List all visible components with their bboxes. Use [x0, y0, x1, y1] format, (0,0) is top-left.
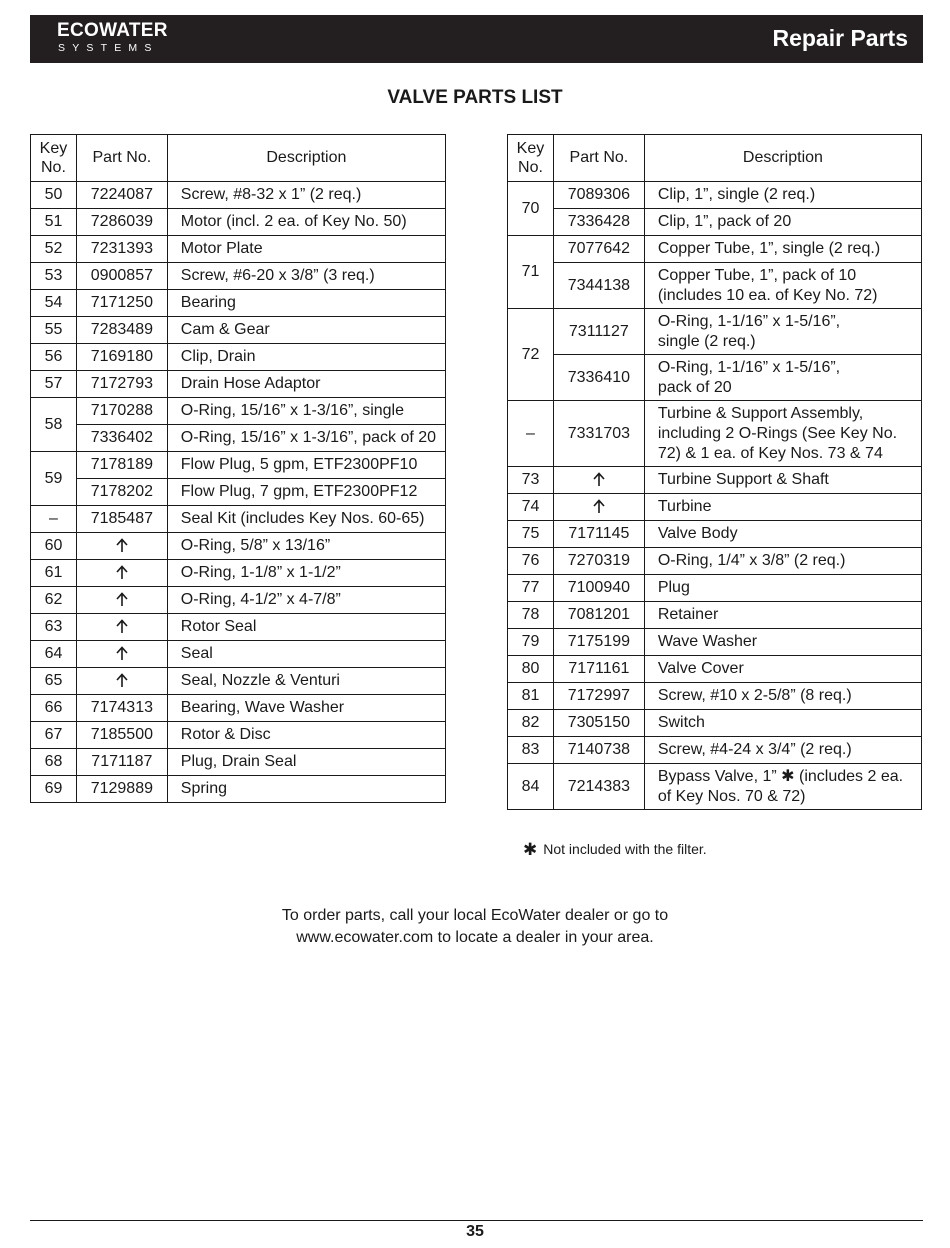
part-cell: 7283489	[76, 317, 167, 344]
key-cell: 79	[508, 629, 554, 656]
part-cell	[553, 467, 644, 494]
part-cell: 7178189	[76, 452, 167, 479]
key-cell: 82	[508, 710, 554, 737]
part-cell: 7171187	[76, 749, 167, 776]
description-cell: Spring	[167, 776, 445, 803]
key-header-label: Key No.	[516, 139, 545, 176]
table-row	[508, 764, 922, 810]
table-row	[31, 398, 446, 425]
description-cell	[644, 401, 921, 467]
part-cell: 7169180	[76, 344, 167, 371]
description-cell: Screw, #10 x 2-5/8” (8 req.)	[644, 683, 921, 710]
key-cell: 62	[31, 587, 77, 614]
order-note	[0, 905, 950, 949]
key-cell: 77	[508, 575, 554, 602]
description-cell: Turbine Support & Shaft	[644, 467, 921, 494]
key-column-header	[31, 135, 77, 182]
part-cell	[76, 533, 167, 560]
description-cell: Flow Plug, 5 gpm, ETF2300PF10	[167, 452, 445, 479]
part-cell: 7231393	[76, 236, 167, 263]
table-row	[31, 263, 446, 290]
description-cell: Switch	[644, 710, 921, 737]
part-cell: 7140738	[553, 737, 644, 764]
description-cell: Plug, Drain Seal	[167, 749, 445, 776]
footer-divider	[30, 1220, 923, 1221]
key-cell: 50	[31, 182, 77, 209]
part-cell: 7214383	[553, 764, 644, 810]
key-cell: 58	[31, 398, 77, 452]
up-arrow-icon	[116, 565, 128, 580]
key-cell: 64	[31, 641, 77, 668]
description-column-header: Description	[167, 135, 445, 182]
part-cell: 7081201	[553, 602, 644, 629]
table-row	[508, 575, 922, 602]
description-cell: Retainer	[644, 602, 921, 629]
parts-table-right	[507, 134, 922, 810]
table-row	[508, 263, 922, 309]
key-cell: 51	[31, 209, 77, 236]
key-cell: 53	[31, 263, 77, 290]
table-row	[31, 722, 446, 749]
part-cell	[76, 614, 167, 641]
part-cell: 7336410	[553, 355, 644, 401]
description-text: Bypass Valve, 1”	[657, 767, 777, 785]
key-cell: 67	[31, 722, 77, 749]
description-line	[658, 767, 921, 787]
up-arrow-icon	[593, 472, 605, 487]
key-cell: 56	[31, 344, 77, 371]
table-row	[508, 236, 922, 263]
description-cell: Bearing	[167, 290, 445, 317]
table-row	[508, 521, 922, 548]
description-line: pack of 20	[657, 378, 732, 396]
up-arrow-icon	[116, 538, 128, 553]
part-cell: 7171250	[76, 290, 167, 317]
description-line: Turbine & Support Assembly,	[657, 404, 864, 422]
key-cell: 81	[508, 683, 554, 710]
description-cell: Motor (incl. 2 ea. of Key No. 50)	[167, 209, 445, 236]
description-cell: Rotor & Disc	[167, 722, 445, 749]
key-cell: 78	[508, 602, 554, 629]
description-cell: Cam & Gear	[167, 317, 445, 344]
part-cell: 0900857	[76, 263, 167, 290]
table-row	[31, 371, 446, 398]
description-cell: Valve Cover	[644, 656, 921, 683]
ecowater-logo	[57, 20, 168, 54]
description-line: O-Ring, 1-1/16” x 1-5/16”,	[657, 312, 841, 330]
description-cell: Bearing, Wave Washer	[167, 695, 445, 722]
key-cell: 73	[508, 467, 554, 494]
description-cell: Clip, Drain	[167, 344, 445, 371]
key-header-label: Key No.	[39, 139, 68, 176]
part-cell	[76, 560, 167, 587]
key-cell: –	[508, 401, 554, 467]
table-row	[31, 641, 446, 668]
table-row	[508, 629, 922, 656]
table-row	[31, 317, 446, 344]
parts-table-left	[30, 134, 446, 803]
description-cell: Copper Tube, 1”, single (2 req.)	[644, 236, 921, 263]
section-title: Repair Parts	[772, 25, 908, 51]
description-cell: Drain Hose Adaptor	[167, 371, 445, 398]
table-row	[508, 309, 922, 355]
part-cell: 7178202	[76, 479, 167, 506]
part-cell: 7270319	[553, 548, 644, 575]
description-cell: Turbine	[644, 494, 921, 521]
key-cell: 55	[31, 317, 77, 344]
table-header-row	[508, 135, 922, 182]
star-icon: ✱	[781, 767, 795, 785]
part-cell	[76, 587, 167, 614]
table-header-row	[31, 135, 446, 182]
key-cell: 61	[31, 560, 77, 587]
description-line: of Key Nos. 70 & 72)	[657, 787, 806, 805]
part-cell: 7077642	[553, 236, 644, 263]
table-row	[31, 587, 446, 614]
part-cell: 7224087	[76, 182, 167, 209]
key-column-header	[508, 135, 554, 182]
key-cell: 54	[31, 290, 77, 317]
description-cell	[644, 355, 921, 401]
key-cell: 60	[31, 533, 77, 560]
part-cell: 7172793	[76, 371, 167, 398]
table-row	[31, 182, 446, 209]
table-row	[31, 695, 446, 722]
key-cell: –	[31, 506, 77, 533]
table-row	[508, 209, 922, 236]
table-row	[508, 548, 922, 575]
description-cell: Seal	[167, 641, 445, 668]
description-cell: Screw, #6-20 x 3/8” (3 req.)	[167, 263, 445, 290]
page-title: VALVE PARTS LIST	[387, 87, 563, 108]
description-cell: Plug	[644, 575, 921, 602]
description-cell: O-Ring, 4-1/2” x 4-7/8”	[167, 587, 445, 614]
part-cell: 7129889	[76, 776, 167, 803]
table-row	[508, 467, 922, 494]
table-row	[508, 401, 922, 467]
description-column-header: Description	[644, 135, 921, 182]
table-row	[508, 494, 922, 521]
part-column-header: Part No.	[76, 135, 167, 182]
key-cell: 70	[508, 182, 554, 236]
table-row	[31, 290, 446, 317]
key-cell: 84	[508, 764, 554, 810]
table-row	[31, 776, 446, 803]
up-arrow-icon	[116, 619, 128, 634]
description-cell: Rotor Seal	[167, 614, 445, 641]
part-cell: 7172997	[553, 683, 644, 710]
key-cell: 74	[508, 494, 554, 521]
key-cell: 71	[508, 236, 554, 309]
description-cell	[644, 764, 921, 810]
key-cell: 83	[508, 737, 554, 764]
page-number: 35	[466, 1223, 484, 1240]
part-cell	[76, 641, 167, 668]
part-cell: 7344138	[553, 263, 644, 309]
description-line: 72) & 1 ea. of Key Nos. 73 & 74	[657, 444, 883, 462]
description-cell: O-Ring, 1/4” x 3/8” (2 req.)	[644, 548, 921, 575]
table-row	[31, 209, 446, 236]
key-cell: 76	[508, 548, 554, 575]
table-row	[31, 452, 446, 479]
description-cell: Seal Kit (includes Key Nos. 60-65)	[167, 506, 445, 533]
star-icon: ✱	[523, 840, 538, 859]
table-row	[508, 182, 922, 209]
logo-subtitle: SYSTEMS	[58, 42, 159, 54]
description-cell: Seal, Nozzle & Venturi	[167, 668, 445, 695]
part-cell: 7286039	[76, 209, 167, 236]
description-cell	[644, 263, 921, 309]
table-row	[508, 602, 922, 629]
description-cell: Wave Washer	[644, 629, 921, 656]
description-cell: O-Ring, 5/8” x 13/16”	[167, 533, 445, 560]
part-cell: 7170288	[76, 398, 167, 425]
table-row	[31, 560, 446, 587]
table-row	[508, 710, 922, 737]
part-cell: 7175199	[553, 629, 644, 656]
table-row	[508, 737, 922, 764]
description-line: (includes 10 ea. of Key No. 72)	[657, 286, 878, 304]
part-cell: 7171145	[553, 521, 644, 548]
part-cell: 7171161	[553, 656, 644, 683]
table-row	[31, 614, 446, 641]
table-row	[31, 533, 446, 560]
table-row	[31, 749, 446, 776]
key-cell: 72	[508, 309, 554, 401]
table-row	[31, 425, 446, 452]
description-cell: Screw, #8-32 x 1” (2 req.)	[167, 182, 445, 209]
part-cell: 7331703	[553, 401, 644, 467]
part-cell: 7185487	[76, 506, 167, 533]
up-arrow-icon	[116, 592, 128, 607]
description-line: single (2 req.)	[657, 332, 756, 350]
description-cell: O-Ring, 15/16” x 1-3/16”, single	[167, 398, 445, 425]
description-cell: O-Ring, 1-1/8” x 1-1/2”	[167, 560, 445, 587]
part-column-header: Part No.	[553, 135, 644, 182]
table-row	[31, 479, 446, 506]
key-cell: 80	[508, 656, 554, 683]
description-cell: Screw, #4-24 x 3/4” (2 req.)	[644, 737, 921, 764]
part-cell: 7185500	[76, 722, 167, 749]
part-cell: 7311127	[553, 309, 644, 355]
table-row	[31, 506, 446, 533]
description-cell: Motor Plate	[167, 236, 445, 263]
logo-brand: ECOWATER	[57, 20, 168, 41]
description-cell: Valve Body	[644, 521, 921, 548]
key-cell: 65	[31, 668, 77, 695]
part-cell: 7089306	[553, 182, 644, 209]
description-line: Copper Tube, 1”, pack of 10	[657, 266, 857, 284]
table-row	[31, 236, 446, 263]
up-arrow-icon	[593, 499, 605, 514]
page-header	[30, 15, 923, 63]
table-row	[508, 683, 922, 710]
part-cell	[76, 668, 167, 695]
description-cell: O-Ring, 15/16” x 1-3/16”, pack of 20	[167, 425, 445, 452]
part-cell: 7305150	[553, 710, 644, 737]
part-cell	[553, 494, 644, 521]
part-cell: 7336428	[553, 209, 644, 236]
key-cell: 52	[31, 236, 77, 263]
description-line: O-Ring, 1-1/16” x 1-5/16”,	[657, 358, 841, 376]
description-cell: Flow Plug, 7 gpm, ETF2300PF12	[167, 479, 445, 506]
key-cell: 59	[31, 452, 77, 506]
description-cell: Clip, 1”, single (2 req.)	[644, 182, 921, 209]
order-note-line: www.ecowater.com to locate a dealer in your area.	[296, 929, 654, 946]
table-row	[31, 668, 446, 695]
key-cell: 66	[31, 695, 77, 722]
order-note-line: To order parts, call your local EcoWater dealer or go to	[281, 907, 669, 924]
key-cell: 68	[31, 749, 77, 776]
key-cell: 57	[31, 371, 77, 398]
part-cell: 7336402	[76, 425, 167, 452]
table-row	[508, 355, 922, 401]
table-row	[31, 344, 446, 371]
key-cell: 75	[508, 521, 554, 548]
description-line: including 2 O-Rings (See Key No.	[657, 424, 898, 442]
description-cell: Clip, 1”, pack of 20	[644, 209, 921, 236]
key-cell: 63	[31, 614, 77, 641]
description-cell	[644, 309, 921, 355]
part-cell: 7174313	[76, 695, 167, 722]
up-arrow-icon	[116, 673, 128, 688]
footnote	[523, 840, 707, 860]
description-text: (includes 2 ea.	[799, 767, 904, 785]
part-cell: 7100940	[553, 575, 644, 602]
table-row	[508, 656, 922, 683]
footnote-text: Not included with the filter.	[543, 841, 707, 857]
key-cell: 69	[31, 776, 77, 803]
up-arrow-icon	[116, 646, 128, 661]
